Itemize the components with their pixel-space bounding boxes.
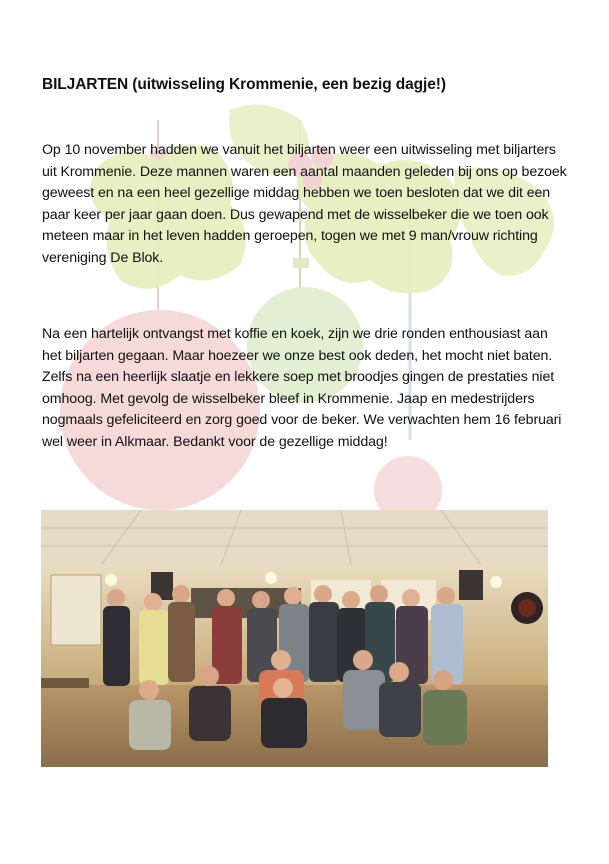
paragraph-2: Na een hartelijk ontvangst met koffie en koek, zijn we drie ronden enthousiast aan het biljarten gegaan. Maar hoezeer we onze best ook deden, het mocht niet baten. Zelfs na een heerlijk slaatje en lekkere soep met broodjes gingen de prestaties niet omhoog. Met gevolg de wisselbeker bleef in Krommenie. Jaap en medestrijders nogmaals gefeliciteerd en zorg goed voor de beker. We verwachten hem 16 februari wel weer in Alkmaar. Bedankt voor de gezellige middag!: [42, 326, 562, 450]
page-title: BILJARTEN (uitwisseling Krommenie, een bezig dagje!): [42, 76, 446, 93]
group-photo: [41, 510, 548, 767]
paragraph-1: Op 10 november hadden we vanuit het biljarten weer een uitwisseling met biljarters uit Krommenie. Deze mannen waren een aantal maanden geleden bij ons op bezoek geweest en na een heel gezellige middag hebben we toen besloten dat we dit een paar keer per jaar gaan doen. Dus gewapend met de wisselbeker die we toen ook meteen maar in het leven hadden geroepen, togen we met 9 man/vrouw richting vereniging De Blok.: [42, 142, 567, 266]
